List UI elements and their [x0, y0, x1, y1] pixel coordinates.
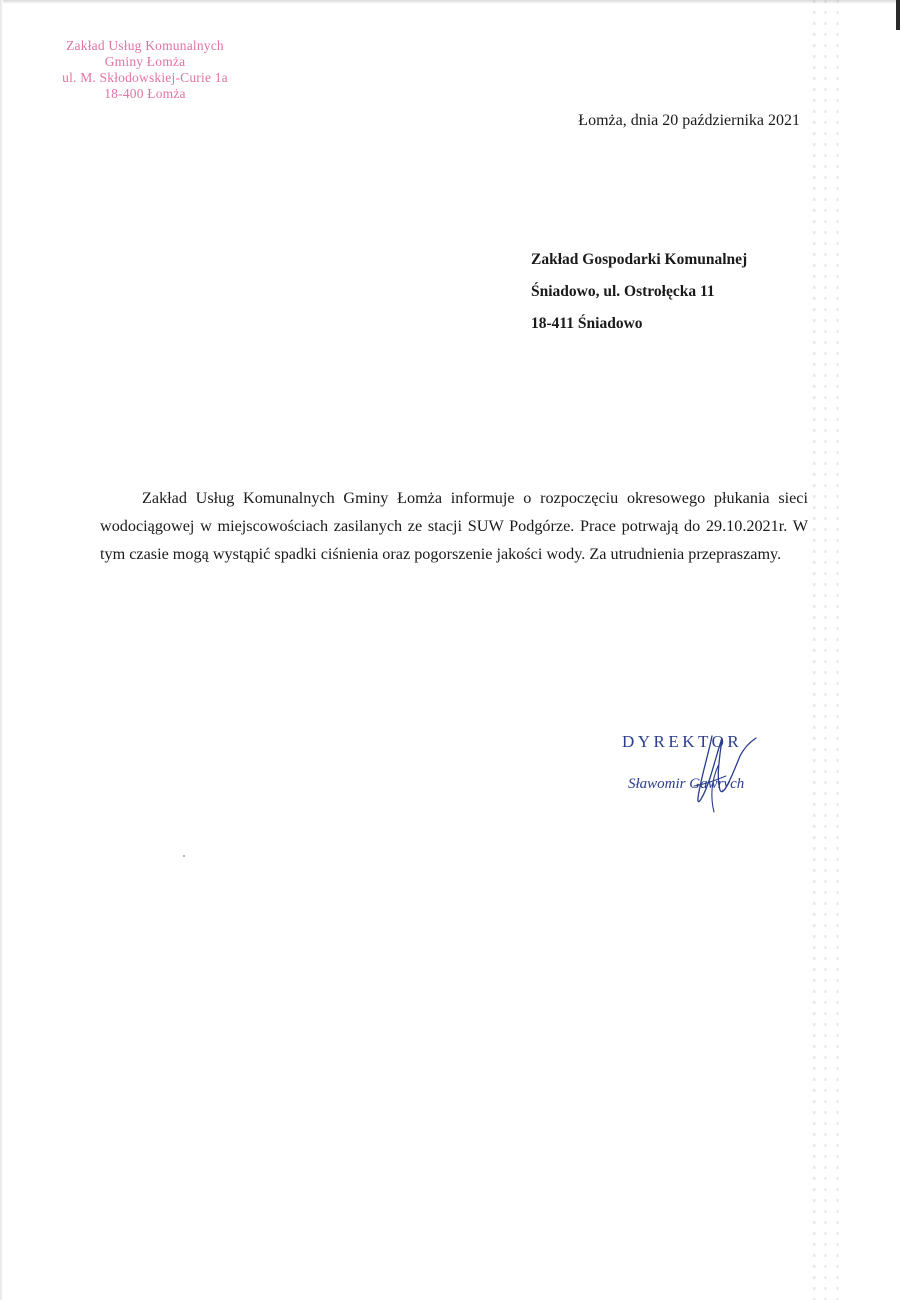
recipient-name: Zakład Gospodarki Komunalnej: [531, 251, 748, 268]
letter-date: Łomża, dnia 20 października 2021: [578, 112, 800, 129]
signature-name: Sławomir Gawrych: [628, 776, 745, 792]
scan-speck: [183, 855, 185, 857]
scan-artifact-marks: [812, 0, 842, 1300]
letterhead-stamp: [40, 38, 250, 102]
stamp-line-street: ul. M. Skłodowskiej-Curie 1a: [62, 70, 228, 85]
stamp-line-organization: Zakład Usług Komunalnych: [66, 38, 224, 53]
signature-block: [620, 732, 790, 822]
recipient-street: Śniadowo, ul. Ostrołęcka 11: [531, 283, 715, 300]
handwritten-signature-icon: [660, 726, 770, 826]
page-right-corner-mark: [896, 0, 900, 30]
signature-title: DYREKTOR: [622, 732, 743, 751]
page-left-edge: [0, 0, 3, 1300]
page-top-edge: [0, 0, 900, 4]
recipient-postal: 18-411 Śniadowo: [531, 315, 643, 332]
letter-body: Zakład Usług Komunalnych Gminy Łomża informuje o rozpoczęciu okresowego płukania sieci wodociągowej w miejscowościach zasilanych ze stacji SUW Podgórze. Prace potrwają do 29.10.2021r. W tym czasie mogą wystąpić spadki ciśnienia oraz pogorszenie jakości wody. Za utrudnienia przepraszamy.: [100, 489, 808, 563]
stamp-line-postal: 18-400 Łomża: [104, 86, 186, 101]
recipient-address: [531, 244, 747, 340]
stamp-line-municipality: Gminy Łomża: [104, 54, 186, 69]
